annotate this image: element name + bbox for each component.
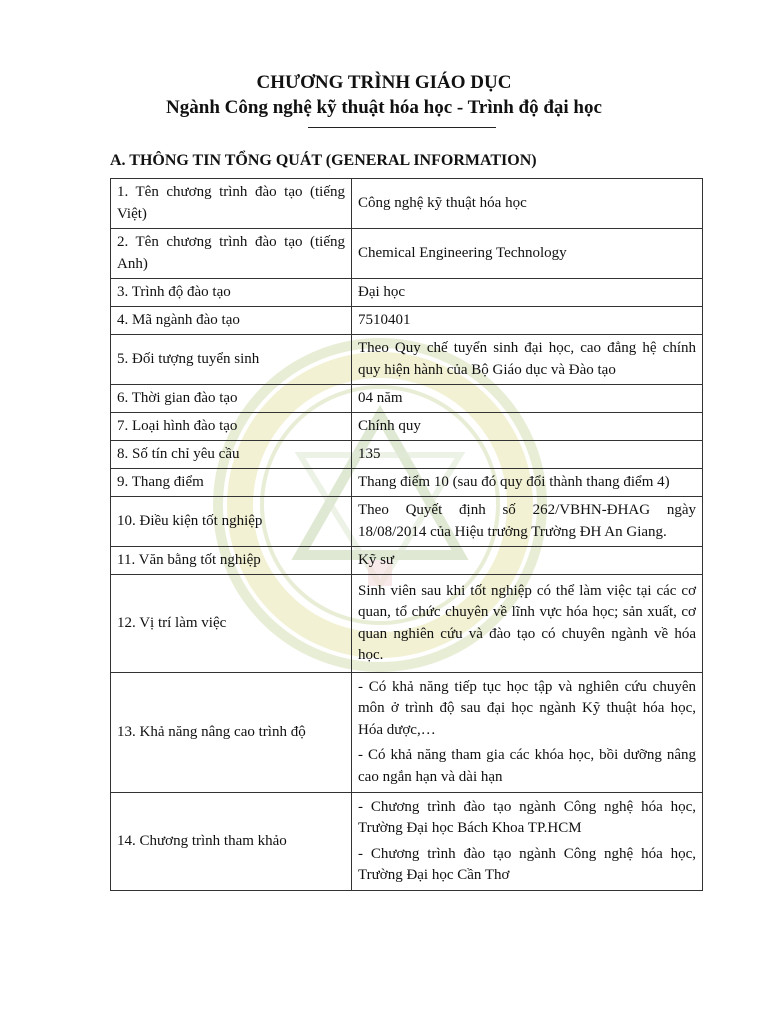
table-row xyxy=(111,441,703,469)
row-label: 11. Văn bằng tốt nghiệp xyxy=(111,547,352,575)
table-row xyxy=(111,793,703,891)
row-value: Kỹ sư xyxy=(352,547,703,575)
row-value: Theo Quy chế tuyển sinh đại học, cao đẳng hệ chính quy hiện hành của Bộ Giáo dục và Đào tạo xyxy=(352,335,703,385)
row-value-item: - Chương trình đào tạo ngành Công nghệ hóa học, Trường Đại học Bách Khoa TP.HCM xyxy=(358,798,696,836)
table-row xyxy=(111,279,703,307)
row-value: 7510401 xyxy=(352,307,703,335)
row-label: 8. Số tín chỉ yêu cầu xyxy=(111,441,352,469)
row-value-item: - Có khả năng tham gia các khóa học, bồi dưỡng nâng cao ngắn hạn và dài hạn xyxy=(358,747,696,785)
row-value: Theo Quyết định số 262/VBHN-ĐHAG ngày 18/08/2014 của Hiệu trưởng Trường ĐH An Giang. xyxy=(352,497,703,547)
row-label: 10. Điều kiện tốt nghiệp xyxy=(111,497,352,547)
row-label: 9. Thang điểm xyxy=(111,469,352,497)
row-label: 6. Thời gian đào tạo xyxy=(111,385,352,413)
row-value: Thang điểm 10 (sau đó quy đổi thành thang điểm 4) xyxy=(352,469,703,497)
row-value: 04 năm xyxy=(352,385,703,413)
table-row xyxy=(111,575,703,673)
table-row xyxy=(111,547,703,575)
row-value xyxy=(352,673,703,793)
row-label: 3. Trình độ đào tạo xyxy=(111,279,352,307)
row-label: 14. Chương trình tham khảo xyxy=(111,793,352,891)
section-heading: A. THÔNG TIN TỔNG QUÁT (GENERAL INFORMATION) xyxy=(110,152,537,169)
document-subtitle: Ngành Công nghệ kỹ thuật hóa học - Trình độ đại học xyxy=(166,97,602,118)
row-label: 1. Tên chương trình đào tạo (tiếng Việt) xyxy=(111,179,352,229)
row-value-item: - Chương trình đào tạo ngành Công nghệ hóa học, Trường Đại học Cần Thơ xyxy=(358,845,696,883)
table-row xyxy=(111,229,703,279)
title-divider xyxy=(308,127,496,128)
row-value: Công nghệ kỹ thuật hóa học xyxy=(352,179,703,229)
document-title: CHƯƠNG TRÌNH GIÁO DỤC xyxy=(256,72,512,93)
table-row xyxy=(111,335,703,385)
row-label: 2. Tên chương trình đào tạo (tiếng Anh) xyxy=(111,229,352,279)
table-row xyxy=(111,179,703,229)
row-label: 4. Mã ngành đào tạo xyxy=(111,307,352,335)
table-row xyxy=(111,673,703,793)
row-label: 7. Loại hình đào tạo xyxy=(111,413,352,441)
table-row xyxy=(111,497,703,547)
row-value xyxy=(352,793,703,891)
row-value: 135 xyxy=(352,441,703,469)
row-value-item: - Có khả năng tiếp tục học tập và nghiên cứu chuyên môn ở trình độ sau đại học ngành Kỹ thuật hóa học, Hóa dược,… xyxy=(358,678,696,738)
general-info-table xyxy=(110,178,703,891)
row-label: 12. Vị trí làm việc xyxy=(111,575,352,673)
row-value: Chính quy xyxy=(352,413,703,441)
row-label: 5. Đối tượng tuyển sinh xyxy=(111,335,352,385)
table-row xyxy=(111,385,703,413)
row-value: Đại học xyxy=(352,279,703,307)
table-row xyxy=(111,469,703,497)
row-value: Chemical Engineering Technology xyxy=(352,229,703,279)
row-label: 13. Khả năng nâng cao trình độ xyxy=(111,673,352,793)
row-value: Sinh viên sau khi tốt nghiệp có thể làm việc tại các cơ quan, tổ chức chuyên về lĩnh vực hóa học; sản xuất, cơ quan nghiên cứu và đào tạo có chuyên ngành về hóa học. xyxy=(352,575,703,673)
table-row xyxy=(111,307,703,335)
table-row xyxy=(111,413,703,441)
